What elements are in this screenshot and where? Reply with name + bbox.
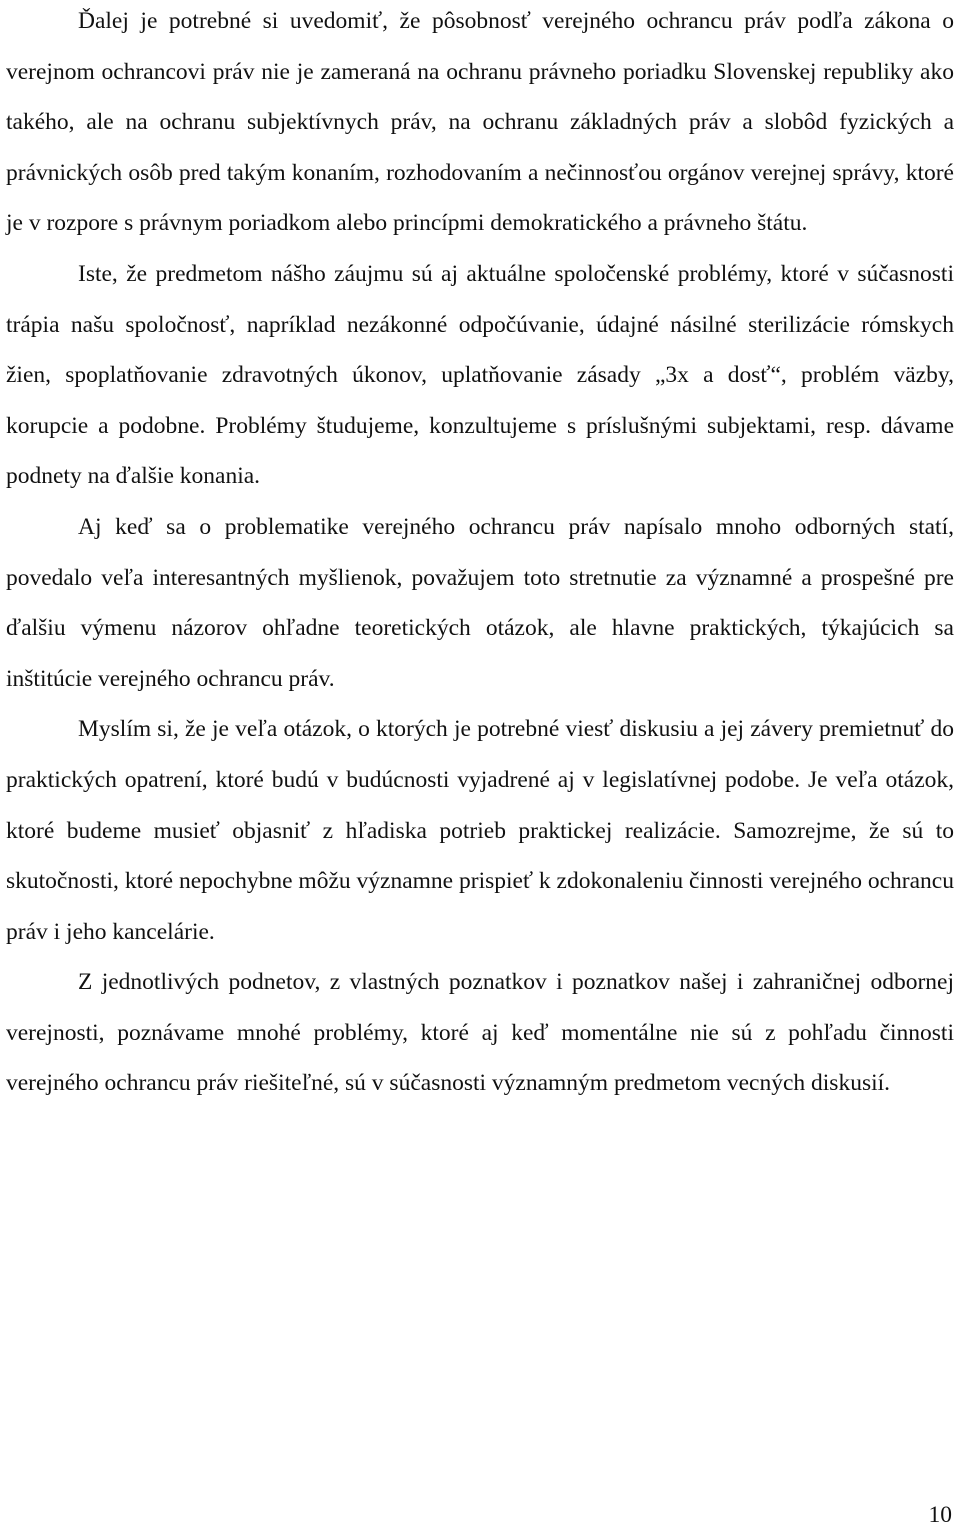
paragraph-2: Iste, že predmetom nášho záujmu sú aj aktuálne spoločenské problémy, ktoré v súčasnosti trápia našu spoločnosť, napríklad nezákonné odpočúvanie, údajné násilné sterilizácie rómskych žien, spoplatňovanie zdravotných úkonov, uplatňovanie zásady „3x a dosť“, problém väzby, korupcie a podobne. Problémy študujeme, konzultujeme s príslušnými subjektami, resp. dávame podnety na ďalšie konania. (6, 260, 954, 490)
paragraph-4: Myslím si, že je veľa otázok, o ktorých je potrebné viesť diskusiu a jej závery premietnuť do praktických opatrení, ktoré budú v budúcnosti vyjadrené aj v legislatívnej podobe. Je veľa otázok, ktoré budeme musieť objasniť z hľadiska potrieb praktickej realizácie. Samozrejme, že sú to skutočnosti, ktoré nepochybne môžu významne prispieť k zdokonaleniu činnosti verejného ochrancu práv i jeho kancelárie. (6, 716, 954, 945)
paragraph-3: Aj keď sa o problematike verejného ochrancu práv napísalo mnoho odborných statí, povedalo veľa interesantných myšlienok, považujem toto stretnutie za významné a prospešné pre ďalšiu výmenu názorov ohľadne teoretických otázok, ale hlavne praktických, týkajúcich sa inštitúcie verejného ochrancu práv. (6, 513, 954, 692)
paragraph-1: Ďalej je potrebné si uvedomiť, že pôsobnosť verejného ochrancu práv podľa zákona o verejnom ochrancovi práv nie je zameraná na ochranu právneho poriadku Slovenskej republiky ako takého, ale na ochranu subjektívnych práv, na ochranu základných práv a slobôd fyzických a právnických osôb pred takým konaním, rozhodovaním a nečinnosťou orgánov verejnej správy, ktoré je v rozpore s právnym poriadkom alebo princípmi demokratického a právneho štátu. (6, 8, 954, 237)
paragraph-5: Z jednotlivých podnetov, z vlastných poznatkov i poznatkov našej i zahraničnej odbornej verejnosti, poznávame mnohé problémy, ktoré aj keď momentálne nie sú z pohľadu činnosti verejného ochrancu práv riešiteľné, sú v súčasnosti významným predmetom vecných diskusií. (6, 969, 954, 1097)
page-number: 10 (928, 1502, 952, 1528)
document-body (6, 0, 954, 1109)
